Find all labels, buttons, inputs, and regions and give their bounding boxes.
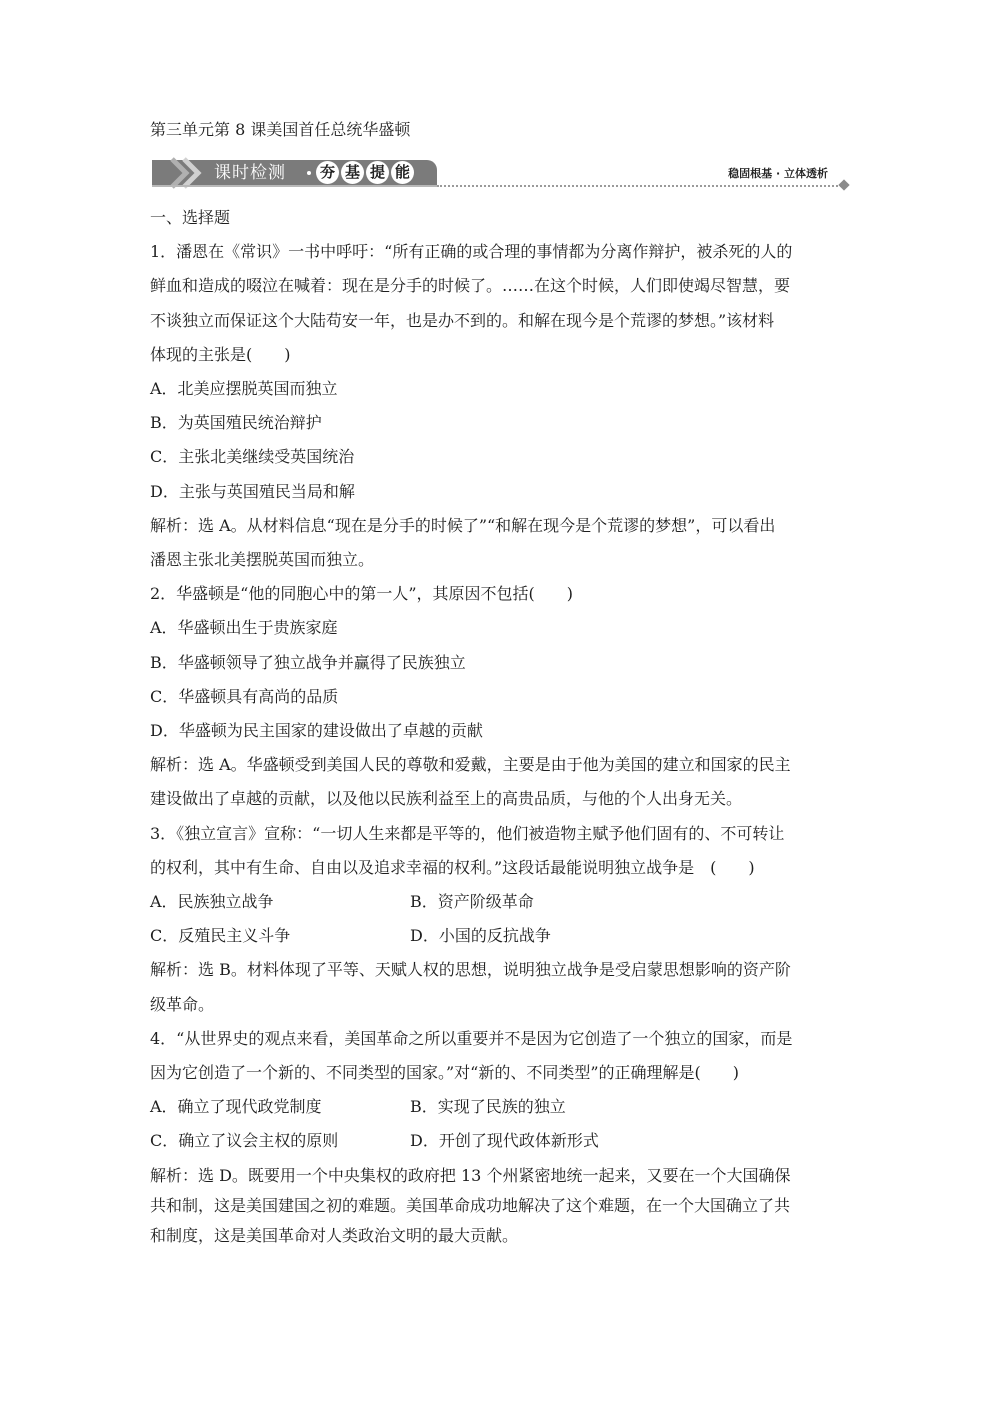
option-d: D．华盛顿为民主国家的建设做出了卓越的贡献 [150, 721, 483, 741]
option-c: C．主张北美继续受英国统治 [150, 447, 355, 467]
question-stem-line: 因为它创造了一个新的、不同类型的国家。”对“新的、不同类型”的正确理解是( ) [150, 1063, 740, 1083]
section-heading: 一、选择题 [150, 208, 231, 227]
option-b: B．为英国殖民统治辩护 [150, 413, 322, 433]
question-3 [150, 817, 850, 1022]
question-4 [150, 1022, 850, 1251]
question-1 [150, 235, 850, 577]
option-b: B．实现了民族的独立 [410, 1097, 566, 1117]
option-d: D．小国的反抗战争 [410, 926, 551, 946]
section-banner [150, 157, 850, 189]
option-c: C．确立了议会主权的原则 [150, 1131, 339, 1151]
option-a: A．确立了现代政党制度 [150, 1097, 322, 1117]
option-b: B．华盛顿领导了独立战争并赢得了民族独立 [150, 652, 466, 672]
question-stem-line: 鲜血和造成的啜泣在喊着：现在是分手的时候了。……在这个时候，人们即使竭尽智慧，要 [150, 276, 791, 296]
option-row [150, 1090, 850, 1124]
separator-dot [307, 171, 311, 175]
option-b: B．资产阶级革命 [410, 892, 534, 912]
option-d: D．开创了现代政体新形式 [410, 1131, 599, 1151]
question-stem-line: 不谈独立而保证这个大陆苟安一年，也是办不到的。和解在现今是个荒谬的梦想。”该材料 [150, 310, 775, 330]
option-row [150, 919, 850, 953]
question-stem-line: 3．《独立宣言》宣称：“一切人生来都是平等的，他们被造物主赋予他们固有的、不可转让 [150, 823, 785, 843]
analysis-line: 解析：选 B。材料体现了平等、天赋人权的思想，说明独立战争是受启蒙思想影响的资产阶 [150, 960, 791, 980]
question-2 [150, 577, 850, 816]
question-content [150, 201, 850, 1251]
dotted-divider [437, 185, 842, 187]
question-stem-line: 体现的主张是( ) [150, 344, 291, 364]
option-row [150, 1124, 850, 1158]
option-a: A．北美应摆脱英国而独立 [150, 379, 338, 399]
option-c: C．华盛顿具有高尚的品质 [150, 686, 339, 706]
option-a: A．民族独立战争 [150, 892, 274, 912]
diamond-icon [838, 179, 849, 190]
lesson-title: 第三单元第 8 课美国首任总统华盛顿 [150, 120, 411, 139]
banner-badges [316, 161, 414, 184]
analysis-line: 级革命。 [150, 994, 215, 1014]
banner-tab [152, 160, 437, 185]
option-c: C．反殖民主义斗争 [150, 926, 291, 946]
analysis-line: 解析：选 D。既要用一个中央集权的政府把 13 个州紧密地统一起来，又要在一个大国确保 [150, 1165, 791, 1185]
badge-circle: 提 [366, 161, 389, 184]
analysis-line: 解析：选 A。华盛顿受到美国人民的尊敬和爱戴，主要是由于他为美国的建立和国家的民主 [150, 755, 791, 775]
badge-circle: 夯 [316, 161, 339, 184]
question-stem-line: 2．华盛顿是“他的同胞心中的第一人”，其原因不包括( ) [150, 584, 574, 604]
analysis-line: 解析：选 A。从材料信息“现在是分手的时候了”“和解在现今是个荒谬的梦想”，可以看出 [150, 515, 776, 535]
option-row [150, 885, 850, 919]
question-stem-line: 1．潘恩在《常识》一书中呼吁：“所有正确的或合理的事情都为分离作辩护，被杀死的人的 [150, 242, 793, 262]
banner-title: 课时检测 [214, 163, 286, 183]
analysis-line: 和制度，这是美国革命对人类政治文明的最大贡献。 [150, 1225, 519, 1245]
banner-underline [152, 185, 437, 187]
option-a: A．华盛顿出生于贵族家庭 [150, 618, 338, 638]
badge-circle: 基 [341, 161, 364, 184]
badge-circle: 能 [391, 161, 414, 184]
analysis-line: 共和制，这是美国建国之初的难题。美国革命成功地解决了这个难题，在一个大国确立了共 [150, 1195, 791, 1215]
banner-subtitle: 稳固根基 · 立体透析 [728, 167, 828, 180]
option-d: D．主张与英国殖民当局和解 [150, 481, 355, 501]
question-stem-line: 4．“从世界史的观点来看，美国革命之所以重要并不是因为它创造了一个独立的国家，而是 [150, 1028, 793, 1048]
question-stem-line: 的权利，其中有生命、自由以及追求幸福的权利。”这段话最能说明独立战争是 ( ) [150, 857, 755, 877]
analysis-line: 潘恩主张北美摆脱英国而独立。 [150, 550, 375, 570]
analysis-line: 建设做出了卓越的贡献，以及他以民族利益至上的高贵品质，与他的个人出身无关。 [150, 789, 743, 809]
